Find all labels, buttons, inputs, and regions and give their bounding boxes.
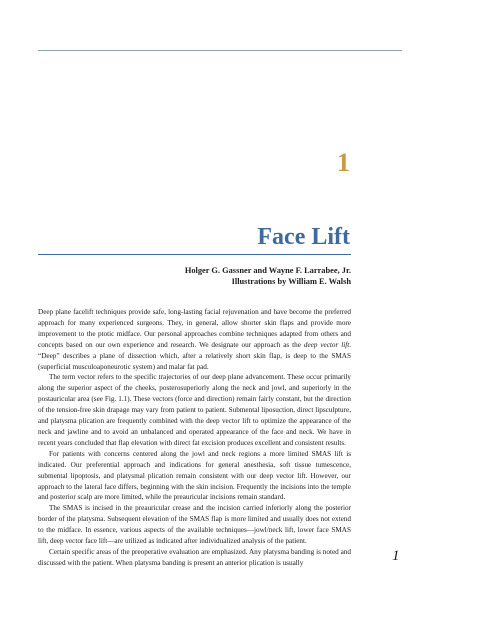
authors: Holger G. Gassner and Wayne F. Larrabee, Jr. [184, 266, 351, 275]
paragraph-1 [38, 307, 351, 372]
paragraph-2: The term vector refers to the specific trajectories of our deep plane advancement. These occur primarily along the superior aspect of the cheeks, posterosuperiorly along the neck and jowl, and superiorly in the postauricular area (see Fig. 1.1). These vectors (force and direction) remain fairly constant, but the direction of the tension-free skin drapage may vary from patient to patient. Submental liposuction, direct lipsculpture, and platysma plication are frequently combined with the deep vector lift to optimize the appearance of the neck and jawline and to avoid an unbalanced and operated appearance of the face and neck. We have in recent years concluded that flap elevation with direct fat excision produces excellent and consistent results. [38, 373, 351, 447]
paragraph-1-end: . “Deep” describes a plane of dissection which, after a relatively short skin flap, is deep to the SMAS (superficial musculoaponeurotic system) and malar fat pad. [38, 340, 351, 371]
body-text [38, 307, 351, 569]
illustrator: Illustrations by William E. Walsh [231, 277, 351, 286]
title-rule [38, 254, 351, 255]
chapter-title: Face Lift [257, 224, 350, 250]
paragraph-4: The SMAS is incised in the preauricular crease and the incision carried inferiorly along the posterior border of the platysma. Subsequent elevation of the SMAS flap is more limited and usually does not extend to the midface. In essence, various aspects of the available techniques—jowl/neck lift, lower face SMAS lift, deep vector face lift—are utilized as indicated after individualized analysis of the patient. [38, 504, 351, 546]
paragraph-3: For patients with concerns centered along the jowl and neck regions a more limited SMAS lift is indicated. Our preferential approach and indications for general anesthesia, soft tissue tumescence, submental lipoptosis, and platysmal plication remain consistent with our deep vector lift. However, our approach to the lateral face differs, beginning with the skin incision. Frequently the incisions into the temple and posterior scalp are more limited, while the preauricular incisions remain standard. [38, 449, 351, 502]
chapter-number: 1 [337, 148, 350, 177]
paragraph-5: Certain specific areas of the preoperative evaluation are emphasized. Any platysma banding is noted and discussed with the patient. When platysma banding is present an anterior plication is usually [38, 547, 351, 567]
top-rule [38, 50, 402, 51]
author-block [185, 265, 351, 287]
paragraph-1-start: Deep plane facelift techniques provide safe, long-lasting facial rejuvenation and have become the preferred approach for many experienced surgeons. They, in general, allow shorter skin flaps and provide more improvement to the ptotic midface. Our personal approaches combine techniques adapted from others and concepts based on our own experience and research. We designate our approach as the [38, 308, 351, 349]
deep-vector-lift-term: deep vector lift [303, 340, 350, 349]
page-number: 1 [392, 548, 400, 564]
